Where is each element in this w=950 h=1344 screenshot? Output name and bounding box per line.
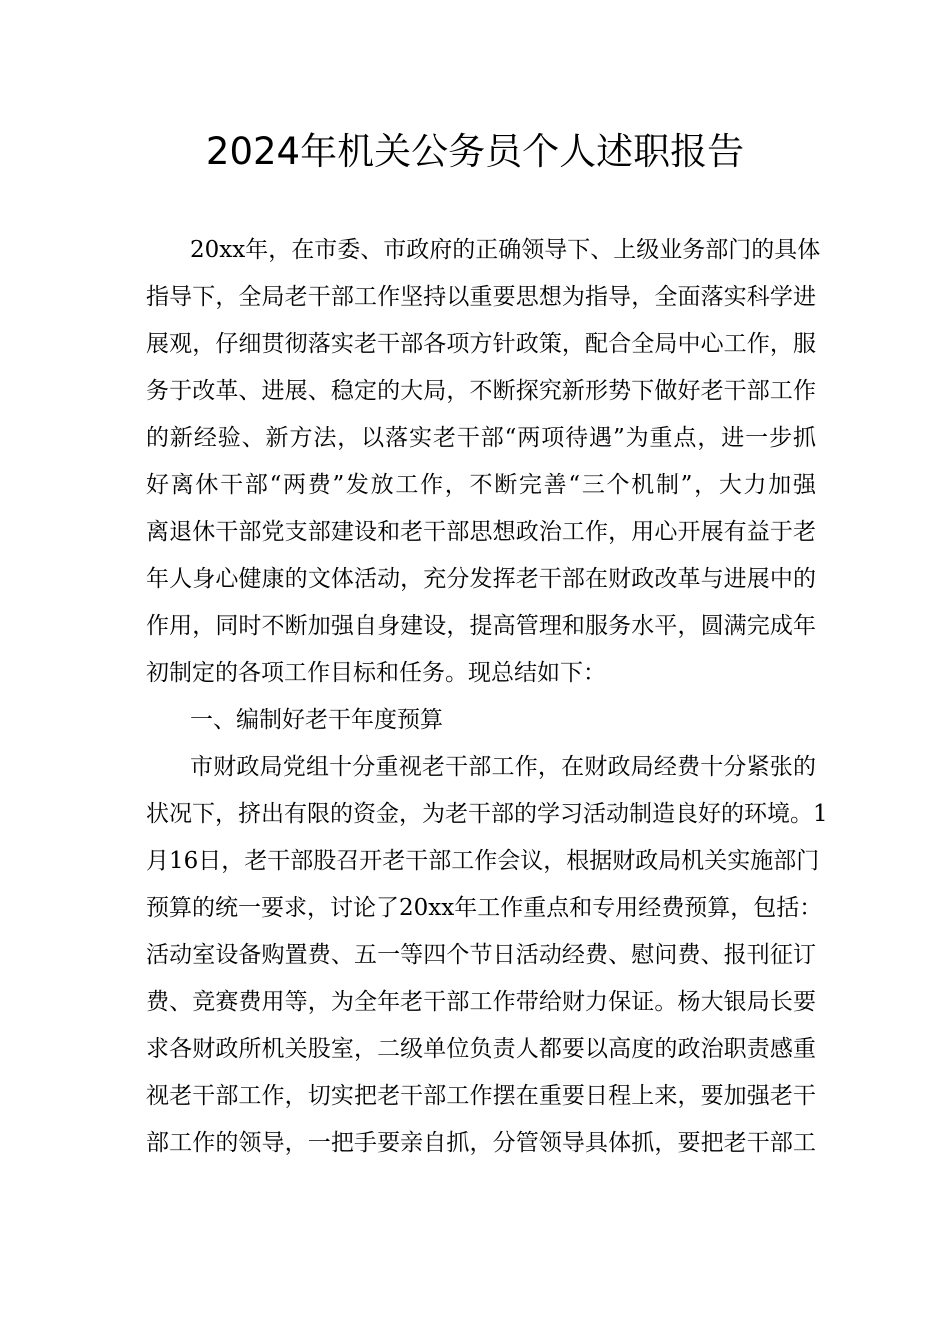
body-line: 视老干部工作，切实把老干部工作摆在重要日程上来，要加强老干: [146, 1083, 816, 1109]
body-line: 的新经验、新方法，以落实老干部“两项待遇”为重点，进一步抓: [146, 425, 816, 451]
body-line: 离退休干部党支部建设和老干部思想政治工作，用心开展有益于老: [146, 519, 816, 545]
body-line: 预算的统一要求，讨论了20xx年工作重点和专用经费预算，包括：: [146, 895, 823, 921]
body-line: 市财政局党组十分重视老干部工作，在财政局经费十分紧张的: [190, 754, 816, 780]
body-line: 20xx年，在市委、市政府的正确领导下、上级业务部门的具体: [190, 237, 821, 263]
body-line: 活动室设备购置费、五一等四个节日活动经费、慰问费、报刊征订: [146, 942, 816, 968]
body-line: 费、竞赛费用等，为全年老干部工作带给财力保证。杨大银局长要: [146, 989, 816, 1015]
body-line: 务于改革、进展、稳定的大局，不断探究新形势下做好老干部工作: [146, 378, 816, 404]
body-line: 月16日，老干部股召开老干部工作会议，根据财政局机关实施部门: [146, 848, 820, 874]
body-line: 作用，同时不断加强自身建设，提高管理和服务水平，圆满完成年: [146, 613, 816, 639]
section-heading: 一、编制好老干年度预算: [190, 707, 443, 733]
body-line: 好离休干部“两费”发放工作，不断完善“三个机制”，大力加强: [146, 472, 816, 498]
body-line: 部工作的领导，一把手要亲自抓，分管领导具体抓，要把老干部工: [146, 1130, 816, 1156]
document-title: 2024年机关公务员个人述职报告: [205, 130, 745, 173]
body-line: 年人身心健康的文体活动，充分发挥老干部在财政改革与进展中的: [146, 566, 816, 592]
body-line: 指导下，全局老干部工作坚持以重要思想为指导，全面落实科学进: [146, 284, 816, 310]
body-line: 展观，仔细贯彻落实老干部各项方针政策，配合全局中心工作，服: [146, 331, 816, 357]
body-line: 初制定的各项工作目标和任务。现总结如下：: [146, 660, 606, 686]
body-line: 求各财政所机关股室，二级单位负责人都要以高度的政治职责感重: [146, 1036, 816, 1062]
body-line: 状况下，挤出有限的资金，为老干部的学习活动制造良好的环境。1: [146, 801, 828, 827]
